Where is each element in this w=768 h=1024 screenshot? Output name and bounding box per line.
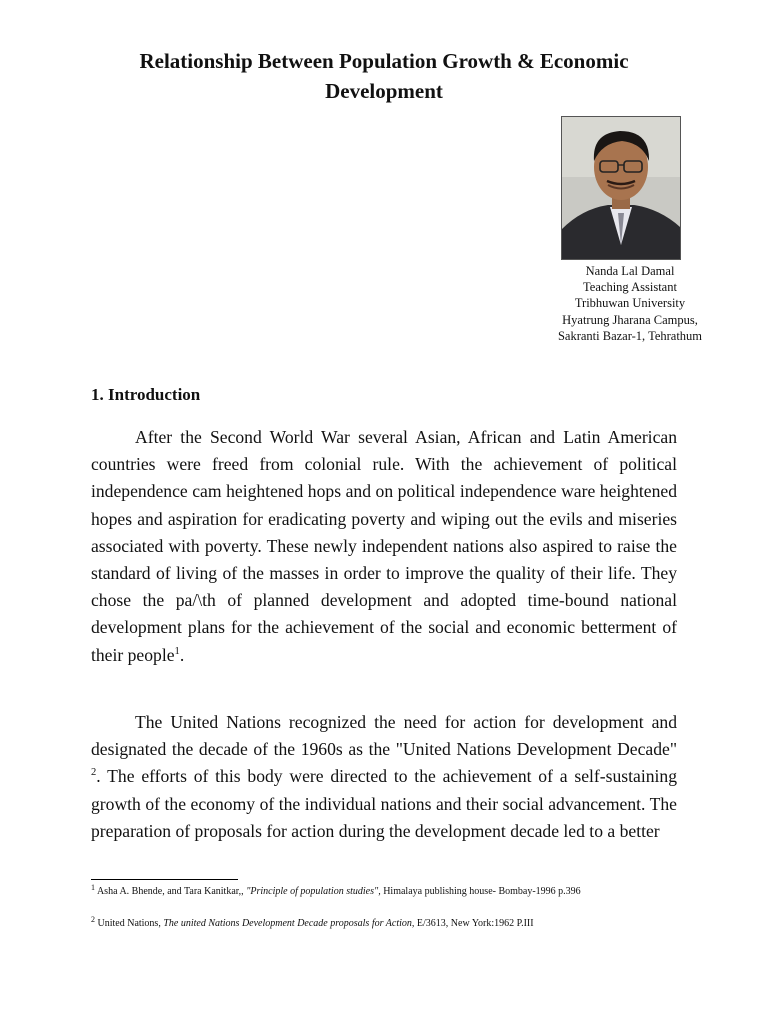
- author-position: Teaching Assistant: [583, 280, 677, 295]
- footnote-2-number: 2: [91, 915, 95, 924]
- footnote-1-before: Asha A. Bhende, and Tara Kanitkar,,: [96, 886, 247, 897]
- footnote-1-after: Himalaya publishing house- Bombay-1996 p.396: [380, 886, 581, 897]
- footnote-1: [91, 885, 691, 899]
- section-heading: 1. Introduction: [91, 385, 201, 404]
- author-campus: Hyatrung Jharana Campus,: [562, 312, 698, 327]
- paragraph-1-text: After the Second World War several Asian, African and Latin American countries were freed from colonial rule. With the achievement of political independence cam heightened hops and on political independence ware heightened hopes and aspiration for eradicating poverty and wiping out the evils and miseries associated with poverty. These newly independent nations also aspired to raise the standard of living of the masses in order to improve the quality of their life. They chose the pa/\th of planned development and adopted time-bound national development plans for the achievement of the social and economic betterment of their people: [91, 427, 677, 665]
- paragraph-1: [91, 424, 677, 669]
- author-name: Nanda Lal Damal: [585, 264, 675, 278]
- footnote-2-after: E/3613, New York:1962 P.III: [414, 918, 534, 929]
- author-photo: [561, 116, 681, 260]
- footnote-separator: [91, 879, 238, 880]
- footnote-2-title: The united Nations Development Decade proposals for Action,: [163, 918, 415, 929]
- paragraph-2-text-before: The United Nations recognized the need for action for development and designated the decade of the 1960s as the "United Nations Development Decade": [91, 712, 677, 760]
- footnote-ref-1: 1: [174, 645, 180, 657]
- footnote-2-before: United Nations,: [97, 918, 164, 929]
- paragraph-1-end: .: [179, 644, 185, 665]
- footnote-1-number: 1: [91, 883, 95, 892]
- footnote-2: [91, 917, 691, 931]
- author-university: Tribhuwan University: [574, 296, 686, 311]
- author-block: [530, 263, 730, 344]
- document-title: Relationship Between Population Growth & Economic Development: [139, 49, 629, 103]
- footnote-1-title: "Principle of population studies",: [246, 886, 381, 897]
- paragraph-2: [91, 709, 677, 845]
- author-address: Sakranti Bazar-1, Tehrathum: [557, 328, 703, 343]
- paragraph-2-text-after: . The efforts of this body were directed to the achievement of a self-sustaining growth of the economy of the individual nations and their social advancement. The preparation of proposals for action during the development decade led to a better: [91, 766, 677, 841]
- footnote-ref-2: 2: [91, 767, 97, 779]
